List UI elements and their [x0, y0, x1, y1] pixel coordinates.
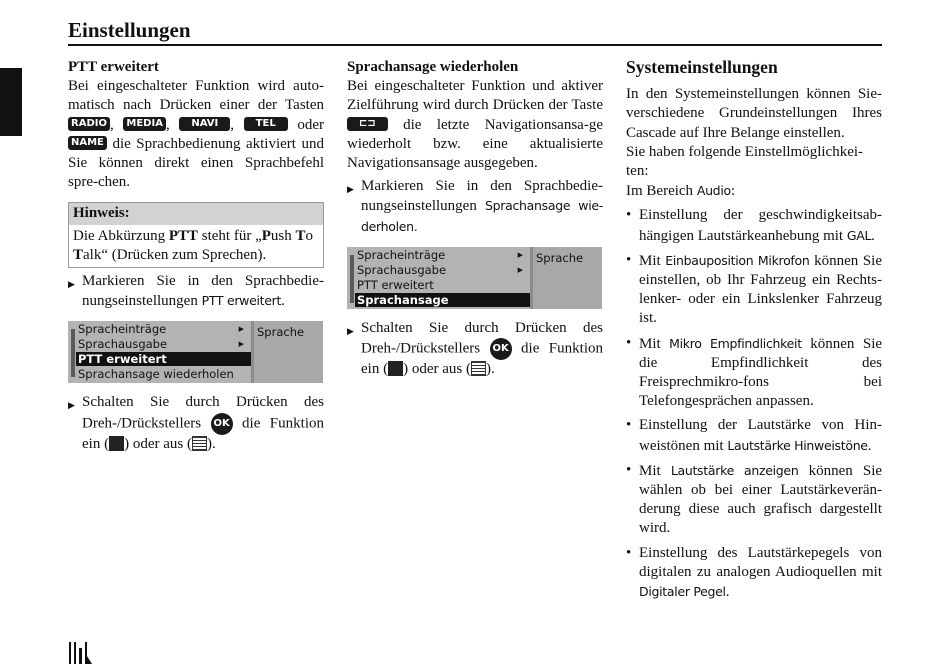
- ptt-text-b: die Sprachbedienung aktiviert und Sie können direkt einen Sprachbefehl spre-chen.: [68, 135, 324, 191]
- caret-right-icon: ▶: [517, 250, 523, 259]
- system-intro-2: Sie haben folgende Einstellmöglichkei-ten:: [626, 143, 864, 180]
- b5-text-b: können Sie wählen ob bei einer Lautstärkeverän-derung diese auch grafisch dargestellt wird.: [639, 462, 883, 537]
- ptt-oder: oder: [297, 116, 325, 133]
- ok-knob-icon: OK: [490, 338, 512, 360]
- hint-t2: T: [73, 246, 84, 263]
- heading-systemeinstellungen: Systemeinstellungen: [626, 57, 778, 77]
- b3-item: Mikro Empfindlichkeit: [669, 335, 802, 351]
- checkbox-off-icon: [192, 436, 207, 451]
- ok-knob-icon: OK: [211, 413, 233, 435]
- caret-right-icon: ▶: [517, 265, 523, 274]
- b2-text-b: können Sie einstellen, ob Ihr Fahrzeug ein Rechts-lenker- oder ein Linkslenker Fahrzeug ist.: [639, 252, 883, 327]
- hint-t: T: [295, 227, 306, 244]
- tel-key-icon: TEL: [244, 117, 288, 131]
- hint-box: [68, 202, 324, 268]
- menu-label: Sprachansage wiederholen: [78, 367, 234, 382]
- b3-text-a: Mit: [639, 335, 661, 352]
- step1-text: Markieren Sie in den Sprachbedie-nungseinstellungen: [82, 273, 324, 310]
- menu-item-sprachansage: [78, 367, 248, 381]
- b6-item: Digitaler Pegel: [639, 584, 726, 600]
- sep-3: ,: [230, 116, 234, 133]
- hint-text: [69, 225, 323, 267]
- step1-text: Markieren Sie in den Sprachbedie-nungseinstellungen: [361, 178, 603, 215]
- system-settings-list: [626, 206, 882, 602]
- menu-header-panel: [533, 247, 602, 309]
- step2-text-c: ) oder aus (: [403, 361, 471, 378]
- step-mark-sprachansage: [347, 177, 603, 237]
- title-divider: [68, 44, 882, 46]
- step-toggle-ptt: [68, 393, 324, 453]
- b2-text-a: Mit: [639, 252, 661, 269]
- b1-item: GAL: [846, 227, 872, 243]
- display-screenshot-ptt: [68, 321, 323, 383]
- name-key-icon: NAME: [68, 136, 107, 150]
- column-ptt: [68, 58, 324, 454]
- step2-text-a: Schalten Sie durch Drücken des Dreh-/Drückstellers: [82, 394, 324, 432]
- menu-item-sprachansage-selected: [355, 292, 530, 321]
- menu-header-label: Sprache: [257, 325, 305, 340]
- menu-item-sprachausgabe: [78, 337, 248, 351]
- step2-text-d: ).: [485, 361, 495, 378]
- media-key-icon: MEDIA: [123, 117, 166, 131]
- step-toggle-sprachansage: [347, 319, 603, 379]
- area-pre: Im Bereich: [626, 183, 694, 200]
- step-mark-ptt: [68, 272, 324, 311]
- section-tab-marker: [0, 68, 22, 136]
- radio-key-icon: RADIO: [68, 117, 110, 131]
- step1-end: .: [281, 293, 285, 310]
- menu-item-ptt-erweitert: [357, 278, 527, 292]
- caret-right-icon: ▶: [238, 340, 244, 349]
- menu-label: PTT erweitert: [78, 352, 167, 367]
- b4-end: .: [867, 437, 872, 454]
- area-end: :: [730, 183, 736, 200]
- hint-ush: ush: [270, 227, 292, 244]
- menu-header-label: Sprache: [536, 250, 584, 265]
- b4-text: Einstellung der Lautstärke von Hin-weistönen mit: [639, 417, 882, 454]
- list-item-lautstaerke-anzeigen: [626, 461, 882, 539]
- sep-2: ,: [165, 116, 170, 133]
- b5-item: Lautstärke anzeigen: [670, 462, 799, 478]
- step2-text-b: die Funktion ein (: [82, 415, 324, 452]
- b2-item: Einbauposition Mikrofon: [665, 252, 810, 268]
- menu-item-spracheintraege: [357, 248, 527, 262]
- b6-text: Einstellung des Lautstärkepegels von digitalen zu analogen Audioquellen mit: [639, 544, 882, 580]
- menu-item-spracheintraege: [78, 322, 248, 336]
- menu-label: Sprachausgabe: [357, 262, 447, 277]
- page-footer-marker-icon: [68, 640, 94, 666]
- area-name: Audio: [696, 183, 731, 199]
- list-item-mikrofon: [626, 251, 882, 329]
- hint-mid: steht für „: [201, 227, 262, 244]
- b1-end: .: [871, 227, 875, 244]
- caret-right-icon: ▶: [238, 325, 244, 334]
- ptt-text-a: Bei eingeschalteter Funktion wird auto-matisch nach Drücken einer der Tasten: [68, 78, 324, 114]
- page-title: Einstellungen: [68, 18, 191, 42]
- hint-o: o: [305, 227, 314, 244]
- hint-alk: alk“ (Drücken zum Sprechen).: [83, 246, 267, 263]
- column-systemeinstellungen: [626, 58, 882, 602]
- menu-scrollbar: [350, 255, 354, 303]
- list-item-digitaler-pegel: [626, 544, 882, 603]
- sa-text-b: die letzte Navigationsansa-ge wiederholt bzw. eine aktualisierte Navigationsansage ausgegeben.: [347, 116, 603, 172]
- menu-label: PTT erweitert: [357, 277, 434, 292]
- sa-text-a: Bei eingeschalteter Funktion und aktiver Zielführung wird durch Drücken der Taste: [347, 78, 603, 114]
- repeat-key-icon: ⊏⊐: [347, 117, 388, 131]
- menu-label: Spracheinträge: [357, 247, 446, 262]
- list-item-hinweistoene: [626, 416, 882, 455]
- list-item-gal: [626, 206, 882, 245]
- menu-scrollbar: [71, 329, 75, 377]
- heading-ptt-erweitert: PTT erweitert: [68, 59, 159, 75]
- checkbox-off-icon: [471, 361, 486, 376]
- area-line: [626, 181, 882, 201]
- step2-text-c: ) oder aus (: [124, 435, 192, 452]
- heading-sprachansage: Sprachansage wiederholen: [347, 59, 519, 75]
- menu-item-ptt-erweitert-selected: [76, 352, 251, 366]
- step2-text-b: die Funktion ein (: [361, 340, 603, 378]
- display-screenshot-sprachansage: [347, 247, 602, 321]
- step2-text-d: ).: [206, 435, 216, 452]
- checkbox-on-icon: [388, 361, 403, 376]
- hint-ptt: PTT: [168, 227, 199, 244]
- b3-text-b: können Sie die Empfindlichkeit des Freisprechmikro-fons bei Telefongesprächen anpassen.: [639, 335, 883, 410]
- step1-menu-item: PTT erweitert: [201, 293, 282, 309]
- system-intro: In den Systemeinstellungen können Sie-verschiedene Grundeinstellungen Ihres Cascade auf Ihre Belange einstellen.: [626, 86, 882, 141]
- step1-menu-item: Sprachansage wie-derholen.: [361, 198, 603, 234]
- b1-text: Einstellung der geschwindigkeitsab-hängigen Lautstärkeanhebung mit: [639, 207, 882, 244]
- menu-header-panel: [254, 321, 323, 383]
- b6-end: .: [725, 584, 730, 601]
- hint-title: Hinweis:: [69, 203, 323, 224]
- b4-item: Lautstärke Hinweistöne: [727, 437, 868, 453]
- ptt-description: [68, 77, 324, 192]
- menu-label: Spracheinträge: [78, 322, 167, 337]
- sprachansage-description: [347, 77, 603, 173]
- column-sprachansage: [347, 58, 603, 379]
- hint-pre: Die Abkürzung: [73, 227, 166, 244]
- menu-label: Sprachansage wiederholen: [357, 292, 449, 321]
- sep-1: ,: [109, 116, 114, 133]
- menu-label: Sprachausgabe: [78, 337, 168, 352]
- checkbox-on-icon: [109, 436, 124, 451]
- menu-item-sprachausgabe: [357, 263, 527, 277]
- navi-key-icon: NAVI: [179, 117, 230, 131]
- b5-text-a: Mit: [639, 462, 661, 479]
- hint-p: P: [261, 227, 271, 244]
- step2-text-a: Schalten Sie durch Drücken des Dreh-/Drückstellers: [361, 319, 603, 357]
- list-item-empfindlichkeit: [626, 334, 882, 412]
